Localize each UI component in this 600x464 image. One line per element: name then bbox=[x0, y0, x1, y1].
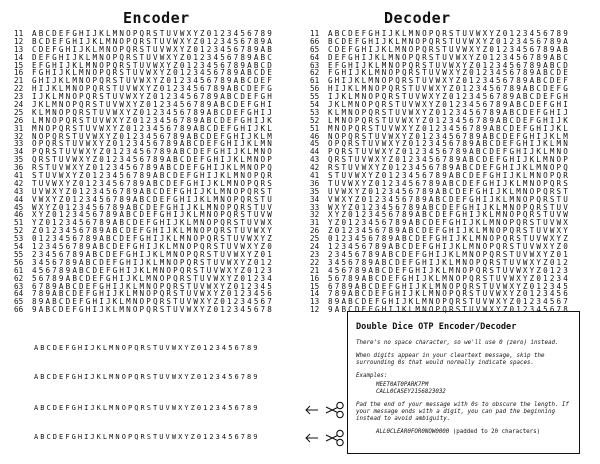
instructions-text: There's no space character, so we'll use 0 (zero) instead. bbox=[356, 340, 559, 346]
row-alphabet: GHIJKLMNOPQRSTUVWXYZ0123456789ABCDEF bbox=[328, 76, 570, 86]
row-alphabet: DEFGHIJKLMNOPQRSTUVWXYZ0123456789ABC bbox=[32, 52, 274, 62]
table-row bbox=[14, 306, 274, 314]
row-alphabet: 23456789ABCDEFGHIJKLMNOPQRSTUVWXYZ01 bbox=[32, 249, 274, 259]
row-alphabet: LMNOPQRSTUVWXYZ0123456789ABCDEFGHIJK bbox=[328, 115, 570, 125]
row-number: 23 bbox=[310, 249, 320, 259]
example-text: MEET0AT0PARK7PM bbox=[376, 382, 429, 388]
row-number: 56 bbox=[310, 84, 320, 94]
row-alphabet: 789ABCDEFGHIJKLMNOPQRSTUVWXYZ0123456 bbox=[32, 289, 274, 299]
row-alphabet: 123456789ABCDEFGHIJKLMNOPQRSTUVWXYZ0 bbox=[328, 242, 570, 252]
example-text: CALL0CASEY2156823032 bbox=[376, 389, 446, 395]
row-number: 44 bbox=[310, 147, 320, 157]
row-number: 24 bbox=[310, 242, 320, 252]
row-number: 11 bbox=[14, 29, 24, 38]
row-alphabet: STUVWXYZ0123456789ABCDEFGHIJKLMNOPQR bbox=[328, 171, 570, 181]
row-alphabet: KLMNOPQRSTUVWXYZ0123456789ABCDEFGHIJ bbox=[32, 107, 274, 117]
row-number: 25 bbox=[310, 234, 320, 244]
row-number: 33 bbox=[14, 139, 24, 149]
row-alphabet: WXYZ0123456789ABCDEFGHIJKLMNOPQRSTUV bbox=[328, 202, 570, 212]
row-alphabet: VWXYZ0123456789ABCDEFGHIJKLMNOPQRSTU bbox=[32, 194, 274, 204]
row-number: 22 bbox=[14, 84, 24, 94]
row-number: 56 bbox=[14, 257, 24, 267]
row-alphabet: HIJKLMNOPQRSTUVWXYZ0123456789ABCDEFG bbox=[32, 84, 274, 94]
row-alphabet: 3456789ABCDEFGHIJKLMNOPQRSTUVWXYZ012 bbox=[32, 257, 274, 267]
row-number: 24 bbox=[14, 100, 24, 110]
row-number: 23 bbox=[14, 92, 24, 102]
row-alphabet: VWXYZ0123456789ABCDEFGHIJKLMNOPQRSTU bbox=[328, 194, 570, 204]
row-alphabet: 9ABCDEFGHIJKLMNOPQRSTUVWXYZ012345678 bbox=[32, 305, 274, 315]
row-number: 25 bbox=[14, 107, 24, 117]
row-alphabet: 89ABCDEFGHIJKLMNOPQRSTUVWXYZ01234567 bbox=[32, 297, 274, 307]
cutout-strip: ABCDEFGHIJKLMNOPQRSTUVWXYZ0123456789 bbox=[34, 344, 260, 352]
row-alphabet: 0123456789ABCDEFGHIJKLMNOPQRSTUVWXYZ bbox=[32, 234, 274, 244]
row-number: 45 bbox=[310, 139, 320, 149]
scissors-cut-icon bbox=[304, 429, 348, 447]
row-alphabet: FGHIJKLMNOPQRSTUVWXYZ0123456789ABCDE bbox=[32, 68, 274, 78]
row-alphabet: XYZ0123456789ABCDEFGHIJKLMNOPQRSTUVW bbox=[328, 210, 570, 220]
row-alphabet: 6789ABCDEFGHIJKLMNOPQRSTUVWXYZ012345 bbox=[32, 281, 274, 291]
row-alphabet: JKLMNOPQRSTUVWXYZ0123456789ABCDEFGHI bbox=[32, 100, 274, 110]
row-number: 26 bbox=[14, 115, 24, 125]
cutout-strip: ABCDEFGHIJKLMNOPQRSTUVWXYZ0123456789 bbox=[34, 433, 260, 441]
row-alphabet: Z0123456789ABCDEFGHIJKLMNOPQRSTUVWXY bbox=[32, 226, 274, 236]
row-alphabet: KLMNOPQRSTUVWXYZ0123456789ABCDEFGHIJ bbox=[328, 107, 570, 117]
row-alphabet: NOPQRSTUVWXYZ0123456789ABCDEFGHIJKLM bbox=[328, 131, 570, 141]
row-alphabet: OPQRSTUVWXYZ0123456789ABCDEFGHIJKLMN bbox=[32, 139, 274, 149]
row-alphabet: PQRSTUVWXYZ0123456789ABCDEFGHIJKLMNO bbox=[328, 147, 570, 157]
example-text bbox=[356, 429, 571, 436]
row-alphabet: HIJKLMNOPQRSTUVWXYZ0123456789ABCDEFG bbox=[328, 84, 570, 94]
row-number: 34 bbox=[14, 147, 24, 157]
row-alphabet: RSTUVWXYZ0123456789ABCDEFGHIJKLMNOPQ bbox=[32, 163, 274, 173]
row-alphabet: 56789ABCDEFGHIJKLMNOPQRSTUVWXYZ01234 bbox=[32, 273, 274, 283]
row-alphabet: FGHIJKLMNOPQRSTUVWXYZ0123456789ABCDE bbox=[328, 68, 570, 78]
row-alphabet: WXYZ0123456789ABCDEFGHIJKLMNOPQRSTUV bbox=[32, 202, 274, 212]
cutout-strip: ABCDEFGHIJKLMNOPQRSTUVWXYZ0123456789 bbox=[34, 373, 260, 381]
row-alphabet: OPQRSTUVWXYZ0123456789ABCDEFGHIJKLMN bbox=[328, 139, 570, 149]
row-number: 12 bbox=[310, 305, 320, 315]
row-number: 52 bbox=[14, 226, 24, 236]
row-number: 34 bbox=[310, 194, 320, 204]
row-number: 31 bbox=[310, 218, 320, 228]
row-number: 66 bbox=[310, 36, 320, 46]
row-alphabet: UVWXYZ0123456789ABCDEFGHIJKLMNOPQRST bbox=[328, 186, 570, 196]
row-alphabet: BCDEFGHIJKLMNOPQRSTUVWXYZ0123456789A bbox=[32, 36, 274, 46]
row-alphabet: RSTUVWXYZ0123456789ABCDEFGHIJKLMNOPQ bbox=[328, 163, 570, 173]
row-alphabet: ABCDEFGHIJKLMNOPQRSTUVWXYZ0123456789 bbox=[328, 29, 570, 38]
instructions-box bbox=[347, 311, 580, 454]
row-alphabet: 0123456789ABCDEFGHIJKLMNOPQRSTUVWXYZ bbox=[328, 234, 570, 244]
row-alphabet: EFGHIJKLMNOPQRSTUVWXYZ0123456789ABCD bbox=[328, 60, 570, 70]
row-number: 12 bbox=[14, 36, 24, 46]
row-alphabet: Z0123456789ABCDEFGHIJKLMNOPQRSTUVWXY bbox=[328, 226, 570, 236]
row-number: 22 bbox=[310, 257, 320, 267]
row-number: 15 bbox=[310, 281, 320, 291]
row-alphabet: TUVWXYZ0123456789ABCDEFGHIJKLMNOPQRS bbox=[328, 178, 570, 188]
row-number: 52 bbox=[310, 115, 320, 125]
row-number: 11 bbox=[310, 29, 320, 38]
row-alphabet: QRSTUVWXYZ0123456789ABCDEFGHIJKLMNOP bbox=[328, 155, 570, 165]
row-number: 21 bbox=[310, 265, 320, 275]
row-number: 55 bbox=[310, 92, 320, 102]
row-number: 21 bbox=[14, 76, 24, 86]
row-number: 63 bbox=[310, 60, 320, 70]
row-number: 33 bbox=[310, 202, 320, 212]
row-number: 41 bbox=[14, 171, 24, 181]
row-number: 64 bbox=[310, 52, 320, 62]
row-number: 13 bbox=[310, 297, 320, 307]
row-number: 45 bbox=[14, 202, 24, 212]
row-number: 13 bbox=[14, 44, 24, 54]
row-alphabet: 23456789ABCDEFGHIJKLMNOPQRSTUVWXYZ01 bbox=[328, 249, 570, 259]
row-number: 53 bbox=[14, 234, 24, 244]
row-number: 46 bbox=[310, 131, 320, 141]
instructions-title: Double Dice OTP Encoder/Decoder bbox=[356, 322, 517, 332]
row-number: 64 bbox=[14, 289, 24, 299]
row-number: 15 bbox=[14, 60, 24, 70]
row-number: 32 bbox=[14, 131, 24, 141]
row-alphabet: MNOPQRSTUVWXYZ0123456789ABCDEFGHIJKL bbox=[32, 123, 274, 133]
row-number: 54 bbox=[310, 100, 320, 110]
row-alphabet: YZ0123456789ABCDEFGHIJKLMNOPQRSTUVWX bbox=[328, 218, 570, 228]
row-number: 55 bbox=[14, 249, 24, 259]
row-alphabet: 789ABCDEFGHIJKLMNOPQRSTUVWXYZ0123456 bbox=[328, 289, 570, 299]
row-number: 63 bbox=[14, 281, 24, 291]
row-alphabet: GHIJKLMNOPQRSTUVWXYZ0123456789ABCDEF bbox=[32, 76, 274, 86]
row-number: 46 bbox=[14, 210, 24, 220]
row-number: 32 bbox=[310, 210, 320, 220]
row-number: 42 bbox=[14, 178, 24, 188]
row-number: 54 bbox=[14, 242, 24, 252]
row-alphabet: 123456789ABCDEFGHIJKLMNOPQRSTUVWXYZ0 bbox=[32, 242, 274, 252]
row-alphabet: 456789ABCDEFGHIJKLMNOPQRSTUVWXYZ0123 bbox=[32, 265, 274, 275]
row-number: 16 bbox=[310, 273, 320, 283]
row-number: 43 bbox=[310, 155, 320, 165]
row-number: 36 bbox=[14, 163, 24, 173]
encoder-title: Encoder bbox=[123, 9, 190, 27]
row-number: 42 bbox=[310, 163, 320, 173]
row-number: 14 bbox=[14, 52, 24, 62]
row-alphabet: ABCDEFGHIJKLMNOPQRSTUVWXYZ0123456789 bbox=[32, 29, 274, 38]
row-number: 36 bbox=[310, 178, 320, 188]
row-alphabet: XYZ0123456789ABCDEFGHIJKLMNOPQRSTUVW bbox=[32, 210, 274, 220]
row-alphabet: CDEFGHIJKLMNOPQRSTUVWXYZ0123456789AB bbox=[328, 44, 570, 54]
row-alphabet: BCDEFGHIJKLMNOPQRSTUVWXYZ0123456789A bbox=[328, 36, 570, 46]
row-number: 65 bbox=[310, 44, 320, 54]
row-alphabet: LMNOPQRSTUVWXYZ0123456789ABCDEFGHIJK bbox=[32, 115, 274, 125]
row-number: 66 bbox=[14, 305, 24, 315]
row-alphabet: MNOPQRSTUVWXYZ0123456789ABCDEFGHIJKL bbox=[328, 123, 570, 133]
row-number: 51 bbox=[14, 218, 24, 228]
row-alphabet: QRSTUVWXYZ0123456789ABCDEFGHIJKLMNOP bbox=[32, 155, 274, 165]
row-number: 31 bbox=[14, 123, 24, 133]
row-alphabet: NOPQRSTUVWXYZ0123456789ABCDEFGHIJKLM bbox=[32, 131, 274, 141]
examples-label: Examples: bbox=[356, 373, 388, 379]
row-alphabet: IJKLMNOPQRSTUVWXYZ0123456789ABCDEFGH bbox=[32, 92, 274, 102]
row-alphabet: 3456789ABCDEFGHIJKLMNOPQRSTUVWXYZ012 bbox=[328, 257, 570, 267]
row-number: 51 bbox=[310, 123, 320, 133]
row-alphabet: JKLMNOPQRSTUVWXYZ0123456789ABCDEFGHI bbox=[328, 100, 570, 110]
row-alphabet: TUVWXYZ0123456789ABCDEFGHIJKLMNOPQRS bbox=[32, 178, 274, 188]
decoder-table bbox=[310, 30, 570, 314]
row-number: 16 bbox=[14, 68, 24, 78]
row-number: 44 bbox=[14, 194, 24, 204]
row-alphabet: 6789ABCDEFGHIJKLMNOPQRSTUVWXYZ012345 bbox=[328, 281, 570, 291]
row-alphabet: UVWXYZ0123456789ABCDEFGHIJKLMNOPQRST bbox=[32, 186, 274, 196]
row-alphabet: 456789ABCDEFGHIJKLMNOPQRSTUVWXYZ0123 bbox=[328, 265, 570, 275]
example-padded: ALL0CLEAR0FOR0NOW0000 bbox=[376, 429, 450, 435]
row-alphabet: 9ABCDEFGHIJKLMNOPQRSTUVWXYZ012345678 bbox=[328, 305, 570, 315]
row-alphabet: STUVWXYZ0123456789ABCDEFGHIJKLMNOPQR bbox=[32, 171, 274, 181]
row-number: 43 bbox=[14, 186, 24, 196]
instructions-text: Pad the end of your message with 0s to obscure the length. If your message ends with a digit, you can pad the beginning instead to avoid ambiguity. bbox=[356, 402, 569, 422]
row-number: 61 bbox=[14, 265, 24, 275]
row-alphabet: DEFGHIJKLMNOPQRSTUVWXYZ0123456789ABC bbox=[328, 52, 570, 62]
row-number: 41 bbox=[310, 171, 320, 181]
row-number: 35 bbox=[310, 186, 320, 196]
row-alphabet: YZ0123456789ABCDEFGHIJKLMNOPQRSTUVWX bbox=[32, 218, 274, 228]
encoder-table bbox=[14, 30, 274, 314]
cutout-strip: ABCDEFGHIJKLMNOPQRSTUVWXYZ0123456789 bbox=[34, 404, 260, 412]
row-number: 62 bbox=[14, 273, 24, 283]
row-alphabet: PQRSTUVWXYZ0123456789ABCDEFGHIJKLMNO bbox=[32, 147, 274, 157]
row-alphabet: IJKLMNOPQRSTUVWXYZ0123456789ABCDEFGH bbox=[328, 92, 570, 102]
instructions-text: When digits appear in your cleartext message, skip the surrounding 0s that would normally indicate spaces. bbox=[356, 353, 545, 366]
row-alphabet: EFGHIJKLMNOPQRSTUVWXYZ0123456789ABCD bbox=[32, 60, 274, 70]
row-alphabet: 89ABCDEFGHIJKLMNOPQRSTUVWXYZ01234567 bbox=[328, 297, 570, 307]
row-number: 53 bbox=[310, 107, 320, 117]
row-number: 62 bbox=[310, 68, 320, 78]
row-number: 61 bbox=[310, 76, 320, 86]
row-number: 26 bbox=[310, 226, 320, 236]
row-alphabet: CDEFGHIJKLMNOPQRSTUVWXYZ0123456789AB bbox=[32, 44, 274, 54]
row-number: 65 bbox=[14, 297, 24, 307]
example-note: (padded to 20 characters) bbox=[452, 429, 541, 435]
row-number: 35 bbox=[14, 155, 24, 165]
row-number: 14 bbox=[310, 289, 320, 299]
scissors-cut-icon bbox=[304, 401, 348, 419]
decoder-title: Decoder bbox=[384, 9, 451, 27]
row-alphabet: 56789ABCDEFGHIJKLMNOPQRSTUVWXYZ01234 bbox=[328, 273, 570, 283]
